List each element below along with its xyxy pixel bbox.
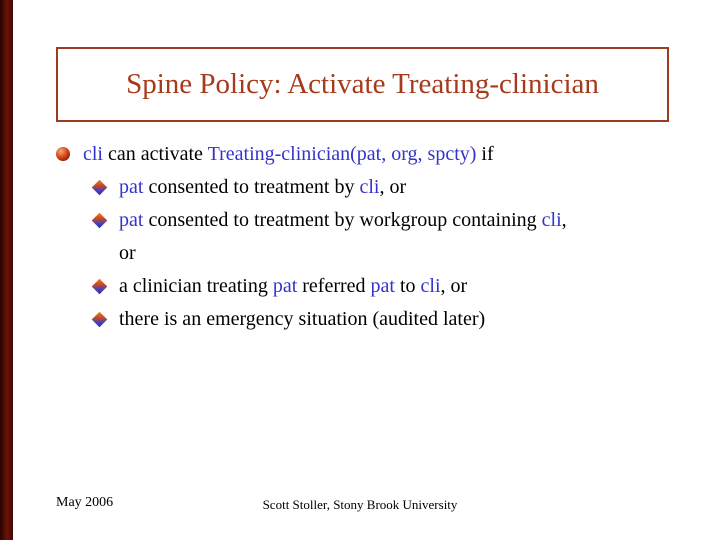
- footer-credit: Scott Stoller, Stony Brook University: [262, 497, 458, 512]
- text-segment: referred: [297, 275, 371, 297]
- footer-date: May 2006: [56, 495, 114, 510]
- sub-bullet-item: [90, 204, 672, 270]
- bullet-item: [56, 138, 672, 171]
- sub-bullet-item: [90, 171, 672, 204]
- sub-bullet-item: [90, 270, 672, 303]
- text-segment: pat: [272, 275, 298, 297]
- text-segment: consented to treatment by workgroup containing: [143, 209, 542, 231]
- text-segment: cli: [420, 275, 441, 297]
- sub-bullet-text: [119, 204, 567, 270]
- text-segment: cli: [359, 176, 380, 198]
- text-segment: ,: [561, 209, 567, 231]
- text-segment: , or: [440, 275, 468, 297]
- diamond-bullet-icon: [92, 312, 108, 328]
- text-segment: or: [119, 242, 136, 264]
- bullet-text: [83, 138, 494, 171]
- text-segment: to: [394, 275, 421, 297]
- title-box: [56, 47, 669, 122]
- diamond-bullet-icon: [92, 279, 108, 295]
- diamond-bullet-icon: [92, 180, 108, 196]
- text-segment: pat: [370, 275, 395, 297]
- text-segment: a clinician treating: [119, 275, 273, 297]
- text-segment: , or: [379, 176, 407, 198]
- sub-bullet-item: [90, 303, 672, 336]
- slide-title: Spine Policy: Activate Treating-clinician: [126, 68, 599, 100]
- text-segment: pat: [119, 209, 144, 231]
- text-segment: cli: [541, 209, 562, 231]
- sub-bullet-text: [119, 171, 406, 204]
- text-segment: can activate: [103, 143, 208, 165]
- sphere-bullet-icon: [56, 147, 70, 161]
- text-segment: cli: [83, 143, 103, 165]
- left-edge-stripe: [0, 0, 13, 540]
- diamond-bullet-icon: [92, 213, 108, 229]
- text-segment: there is an emergency situation (audited later): [119, 308, 486, 330]
- text-segment: consented to treatment by: [143, 176, 360, 198]
- sub-bullet-text: [119, 303, 485, 336]
- sub-bullet-text: [119, 270, 467, 303]
- text-segment: pat: [119, 176, 144, 198]
- text-segment: Treating-clinician(pat, org, spcty): [207, 143, 477, 165]
- text-segment: if: [476, 143, 494, 165]
- slide-body: [56, 138, 672, 336]
